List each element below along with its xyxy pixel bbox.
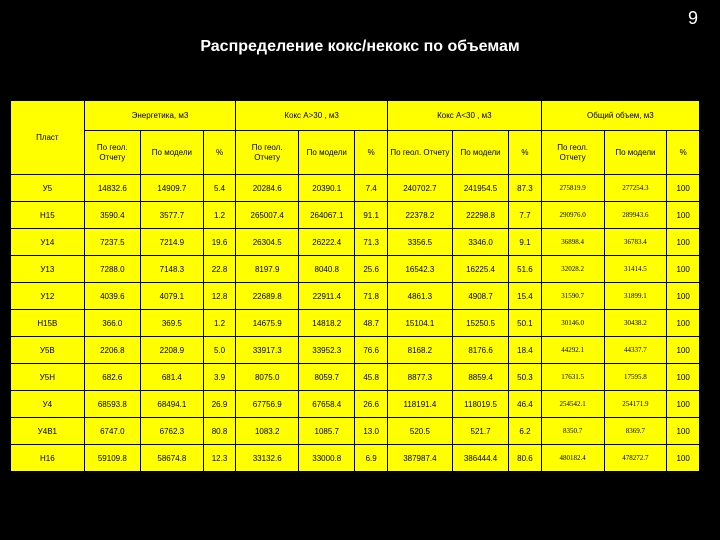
table-cell: 1.2 [203, 310, 236, 337]
table-cell: 45.8 [355, 364, 388, 391]
table-row [11, 310, 700, 337]
table-row [11, 391, 700, 418]
table-cell: 366.0 [84, 310, 140, 337]
row-label: Н15В [11, 310, 85, 337]
table-cell: 20284.6 [236, 175, 299, 202]
row-label: Н15 [11, 202, 85, 229]
table-cell: 100 [667, 337, 700, 364]
table-cell: 2206.8 [84, 337, 140, 364]
table-cell: 32028.2 [541, 256, 604, 283]
table-cell: 289943.6 [604, 202, 667, 229]
table-row [11, 202, 700, 229]
table-cell: 76.6 [355, 337, 388, 364]
table-cell: 48.7 [355, 310, 388, 337]
table-cell: 8040.8 [299, 256, 355, 283]
table-row [11, 337, 700, 364]
table-cell: 80.6 [509, 445, 542, 472]
subheader-cell: % [355, 131, 388, 175]
table-cell: 8369.7 [604, 418, 667, 445]
table-cell: 59109.8 [84, 445, 140, 472]
row-label: У5Н [11, 364, 85, 391]
table-cell: 520.5 [387, 418, 452, 445]
table-cell: 30146.0 [541, 310, 604, 337]
table-cell: 7.7 [509, 202, 542, 229]
table-cell: 8877.3 [387, 364, 452, 391]
subheader-cell: По геол. Отчету [541, 131, 604, 175]
table-cell: 8350.7 [541, 418, 604, 445]
table-cell: 265007.4 [236, 202, 299, 229]
header-group-total: Общий объем, м3 [541, 101, 699, 131]
table-cell: 240702.7 [387, 175, 452, 202]
table-cell: 36783.4 [604, 229, 667, 256]
table-cell: 36898.4 [541, 229, 604, 256]
table-cell: 478272.7 [604, 445, 667, 472]
table-cell: 46.4 [509, 391, 542, 418]
table-cell: 67658.4 [299, 391, 355, 418]
table-cell: 254542.1 [541, 391, 604, 418]
table-cell: 44337.7 [604, 337, 667, 364]
table-cell: 22378.2 [387, 202, 452, 229]
table-cell: 100 [667, 256, 700, 283]
table-cell: 2208.9 [140, 337, 203, 364]
table-cell: 31414.5 [604, 256, 667, 283]
table-cell: 100 [667, 364, 700, 391]
table-cell: 3.9 [203, 364, 236, 391]
table-cell: 71.3 [355, 229, 388, 256]
table-cell: 91.1 [355, 202, 388, 229]
table-cell: 13.0 [355, 418, 388, 445]
table-cell: 100 [667, 418, 700, 445]
table-cell: 8176.6 [452, 337, 508, 364]
table-cell: 3590.4 [84, 202, 140, 229]
table-row [11, 445, 700, 472]
table-cell: 8168.2 [387, 337, 452, 364]
table-cell: 7288.0 [84, 256, 140, 283]
table-cell: 16542.3 [387, 256, 452, 283]
table-cell: 5.4 [203, 175, 236, 202]
table-cell: 15250.5 [452, 310, 508, 337]
table-cell: 100 [667, 229, 700, 256]
table-cell: 22298.8 [452, 202, 508, 229]
table-row [11, 418, 700, 445]
table-cell: 80.8 [203, 418, 236, 445]
table-cell: 30438.2 [604, 310, 667, 337]
table-cell: 19.6 [203, 229, 236, 256]
table-cell: 4861.3 [387, 283, 452, 310]
table-cell: 3577.7 [140, 202, 203, 229]
table-cell: 67756.9 [236, 391, 299, 418]
row-label: У14 [11, 229, 85, 256]
table-cell: 33132.6 [236, 445, 299, 472]
table-cell: 6.2 [509, 418, 542, 445]
table-cell: 14909.7 [140, 175, 203, 202]
table-cell: 521.7 [452, 418, 508, 445]
table-cell: 14675.9 [236, 310, 299, 337]
table-cell: 15104.1 [387, 310, 452, 337]
row-label: У5В [11, 337, 85, 364]
header-plast: Пласт [11, 101, 85, 175]
table-cell: 7.4 [355, 175, 388, 202]
table-cell: 14818.2 [299, 310, 355, 337]
slide-title: Распределение кокс/некокс по объемам [200, 38, 520, 55]
table-cell: 118191.4 [387, 391, 452, 418]
table-cell: 26304.5 [236, 229, 299, 256]
subheader-cell: % [203, 131, 236, 175]
table-cell: 22689.8 [236, 283, 299, 310]
table-cell: 15.4 [509, 283, 542, 310]
table-cell: 58674.8 [140, 445, 203, 472]
table-cell: 31899.1 [604, 283, 667, 310]
table-cell: 100 [667, 445, 700, 472]
table-cell: 25.6 [355, 256, 388, 283]
table-cell: 386444.4 [452, 445, 508, 472]
row-label: У4 [11, 391, 85, 418]
header-group-coke-low: Кокс A<30 , м3 [387, 101, 541, 131]
table-cell: 12.8 [203, 283, 236, 310]
table-cell: 51.6 [509, 256, 542, 283]
table-cell: 31590.7 [541, 283, 604, 310]
table-cell: 50.1 [509, 310, 542, 337]
row-label: У13 [11, 256, 85, 283]
table-cell: 22911.4 [299, 283, 355, 310]
table-cell: 87.3 [509, 175, 542, 202]
table-cell: 480182.4 [541, 445, 604, 472]
subheader-cell: По модели [452, 131, 508, 175]
table-cell: 71.8 [355, 283, 388, 310]
table-cell: 3356.5 [387, 229, 452, 256]
page-number: 9 [687, 8, 698, 28]
table-cell: 9.1 [509, 229, 542, 256]
table-cell: 4908.7 [452, 283, 508, 310]
table-cell: 1.2 [203, 202, 236, 229]
subheader-cell: По геол. Отчету [84, 131, 140, 175]
subheader-cell: По модели [140, 131, 203, 175]
table-cell: 5.0 [203, 337, 236, 364]
table-cell: 4079.1 [140, 283, 203, 310]
subheader-cell: По модели [299, 131, 355, 175]
table-cell: 68494.1 [140, 391, 203, 418]
table-cell: 6762.3 [140, 418, 203, 445]
table-cell: 8197.9 [236, 256, 299, 283]
subheader-cell: По модели [604, 131, 667, 175]
table-cell: 22.8 [203, 256, 236, 283]
subheader-cell: По геол. Отчету [236, 131, 299, 175]
table-cell: 20390.1 [299, 175, 355, 202]
table-cell: 14832.6 [84, 175, 140, 202]
table-cell: 3346.0 [452, 229, 508, 256]
table-cell: 18.4 [509, 337, 542, 364]
table-row [11, 256, 700, 283]
table-row [11, 229, 700, 256]
table-cell: 8859.4 [452, 364, 508, 391]
table-cell: 12.3 [203, 445, 236, 472]
subheader-cell: % [667, 131, 700, 175]
table-cell: 1085.7 [299, 418, 355, 445]
table-cell: 241954.5 [452, 175, 508, 202]
table-cell: 100 [667, 283, 700, 310]
table-cell: 26.9 [203, 391, 236, 418]
table-row [11, 283, 700, 310]
table-cell: 100 [667, 391, 700, 418]
table-cell: 7214.9 [140, 229, 203, 256]
table-cell: 7237.5 [84, 229, 140, 256]
table-cell: 17631.5 [541, 364, 604, 391]
table-cell: 68593.8 [84, 391, 140, 418]
table-cell: 369.5 [140, 310, 203, 337]
table-cell: 277254.3 [604, 175, 667, 202]
table-cell: 26222.4 [299, 229, 355, 256]
table-cell: 50.3 [509, 364, 542, 391]
table-cell: 33000.8 [299, 445, 355, 472]
table-cell: 16225.4 [452, 256, 508, 283]
header-group-energetika: Энергетика, м3 [84, 101, 236, 131]
table-cell: 100 [667, 310, 700, 337]
table-cell: 118019.5 [452, 391, 508, 418]
table-cell: 8075.0 [236, 364, 299, 391]
row-label: У4В1 [11, 418, 85, 445]
table-cell: 6747.0 [84, 418, 140, 445]
table-cell: 33952.3 [299, 337, 355, 364]
table-cell: 8059.7 [299, 364, 355, 391]
table-cell: 264067.1 [299, 202, 355, 229]
table-cell: 4039.6 [84, 283, 140, 310]
table-cell: 387987.4 [387, 445, 452, 472]
table-cell: 100 [667, 202, 700, 229]
table-cell: 100 [667, 175, 700, 202]
table-cell: 33917.3 [236, 337, 299, 364]
table-cell: 17595.8 [604, 364, 667, 391]
row-label: У5 [11, 175, 85, 202]
header-group-coke-high: Кокс A>30 , м3 [236, 101, 388, 131]
table-row [11, 175, 700, 202]
table-cell: 26.6 [355, 391, 388, 418]
table-row [11, 364, 700, 391]
table-cell: 6.9 [355, 445, 388, 472]
table-cell: 275819.9 [541, 175, 604, 202]
row-label: Н16 [11, 445, 85, 472]
table-cell: 1083.2 [236, 418, 299, 445]
row-label: У12 [11, 283, 85, 310]
table-cell: 254171.9 [604, 391, 667, 418]
table-cell: 7148.3 [140, 256, 203, 283]
table-cell: 681.4 [140, 364, 203, 391]
subheader-cell: По геол. Отчету [387, 131, 452, 175]
volume-distribution-table [10, 100, 700, 472]
subheader-cell: % [509, 131, 542, 175]
table-cell: 682.6 [84, 364, 140, 391]
table-cell: 290976.0 [541, 202, 604, 229]
table-cell: 44292.1 [541, 337, 604, 364]
